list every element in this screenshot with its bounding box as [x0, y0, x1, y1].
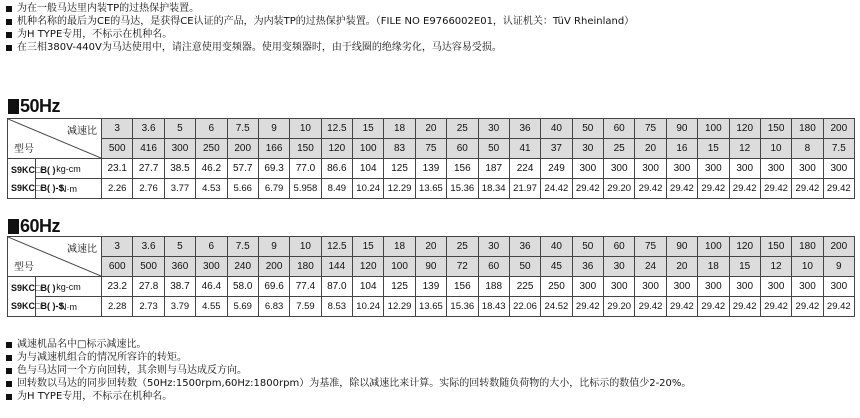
torque-nm-cell: 10.24	[353, 179, 384, 199]
ratio-cell: 100	[698, 119, 729, 139]
ratio-cell: 7.5	[227, 237, 258, 257]
torque-nm-cell: 6.79	[258, 179, 289, 199]
rpm-cell: 41	[509, 139, 540, 159]
note-item: 为在一般马达里内装TP的过热保护装置。	[6, 2, 634, 15]
model-name-cell: S9KC□B( ) S9KC□B( )-S	[8, 277, 36, 317]
torque-kgcm-cell: 249	[541, 159, 572, 179]
rpm-cell: 12	[729, 139, 760, 159]
torque-nm-cell: 29.42	[760, 297, 791, 317]
ratio-cell: 5	[164, 237, 195, 257]
table-row-nm	[8, 179, 855, 199]
torque-kgcm-cell: 38.7	[164, 277, 195, 297]
ratio-cell: 18	[384, 119, 415, 139]
torque-nm-cell: 12.29	[384, 297, 415, 317]
ratio-cell: 150	[760, 237, 791, 257]
rpm-cell: 75	[415, 139, 446, 159]
ratio-cell: 30	[478, 119, 509, 139]
torque-nm-cell: 29.42	[792, 179, 823, 199]
rpm-cell: 100	[353, 139, 384, 159]
rpm-cell: 200	[258, 257, 289, 277]
rpm-cell: 15	[729, 257, 760, 277]
rpm-cell: 15	[698, 139, 729, 159]
rpm-cell: 72	[447, 257, 478, 277]
ratio-cell: 40	[541, 119, 572, 139]
ratio-cell: 12.5	[321, 237, 352, 257]
torque-nm-cell: 5.69	[227, 297, 258, 317]
ratio-cell: 20	[415, 237, 446, 257]
table-row-ratio	[8, 237, 855, 257]
table-row-kgcm	[8, 277, 855, 297]
torque-kgcm-cell: 86.6	[321, 159, 352, 179]
rpm-cell: 30	[572, 139, 603, 159]
ratio-cell: 50	[572, 237, 603, 257]
rpm-cell: 60	[447, 139, 478, 159]
torque-kgcm-cell: 187	[478, 159, 509, 179]
torque-kgcm-cell: 250	[541, 277, 572, 297]
bullet-square-icon	[6, 355, 12, 361]
torque-nm-cell: 18.43	[478, 297, 509, 317]
torque-nm-cell: 29.42	[792, 297, 823, 317]
torque-nm-cell: 8.53	[321, 297, 352, 317]
torque-nm-cell: 29.42	[572, 179, 603, 199]
table-corner-header: 减速比 型号	[8, 119, 102, 159]
rpm-cell: 18	[698, 257, 729, 277]
ratio-cell: 75	[635, 237, 666, 257]
torque-nm-cell: 29.42	[823, 179, 854, 199]
torque-nm-cell: 18.34	[478, 179, 509, 199]
bullet-square-icon	[6, 19, 12, 25]
top-notes	[6, 2, 634, 54]
torque-kgcm-cell: 104	[353, 159, 384, 179]
torque-kgcm-cell: 188	[478, 277, 509, 297]
note-item: 为H TYPE专用，不标示在机种名。	[6, 390, 691, 403]
torque-nm-cell: 13.65	[415, 297, 446, 317]
rpm-cell: 50	[478, 139, 509, 159]
torque-kgcm-cell: 27.8	[133, 277, 164, 297]
rpm-cell: 300	[196, 257, 227, 277]
table-row-rpm	[8, 139, 855, 159]
torque-nm-cell: 4.55	[196, 297, 227, 317]
torque-kgcm-cell: 125	[384, 159, 415, 179]
ratio-cell: 60	[604, 119, 635, 139]
torque-kgcm-cell: 300	[666, 159, 697, 179]
rpm-cell: 600	[102, 257, 133, 277]
torque-kgcm-cell: 300	[792, 277, 823, 297]
ratio-cell: 120	[729, 237, 760, 257]
rpm-cell: 500	[133, 257, 164, 277]
torque-kgcm-cell: 300	[572, 159, 603, 179]
torque-kgcm-cell: 104	[353, 277, 384, 297]
rpm-cell: 8	[792, 139, 823, 159]
rpm-cell: 16	[666, 139, 697, 159]
ratio-cell: 15	[353, 119, 384, 139]
torque-nm-cell: 8.49	[321, 179, 352, 199]
rpm-cell: 12	[760, 257, 791, 277]
section-title-50hz: 50Hz	[8, 96, 60, 117]
rpm-cell: 200	[227, 139, 258, 159]
torque-kgcm-cell: 57.7	[227, 159, 258, 179]
torque-nm-cell: 29.42	[760, 179, 791, 199]
ratio-cell: 75	[635, 119, 666, 139]
torque-nm-cell: 24.42	[541, 179, 572, 199]
ratio-cell: 25	[447, 237, 478, 257]
ratio-cell: 3	[102, 119, 133, 139]
ratio-cell: 9	[258, 119, 289, 139]
torque-kgcm-cell: 300	[604, 277, 635, 297]
ratio-cell: 12.5	[321, 119, 352, 139]
torque-kgcm-cell: 300	[823, 159, 854, 179]
torque-kgcm-cell: 300	[604, 159, 635, 179]
torque-kgcm-cell: 156	[447, 159, 478, 179]
torque-nm-cell: 2.26	[102, 179, 133, 199]
note-item: 在三相380V-440V为马达使用中，请注意使用变频器。使用变频器时，由于线圈的绝缘劣化，马达容易受损。	[6, 41, 634, 54]
rpm-cell: 20	[635, 139, 666, 159]
ratio-cell: 150	[760, 119, 791, 139]
ratio-cell: 90	[666, 237, 697, 257]
torque-kgcm-cell: 156	[447, 277, 478, 297]
ratio-cell: 180	[792, 119, 823, 139]
torque-kgcm-cell: 23.1	[102, 159, 133, 179]
ratio-cell: 10	[290, 237, 321, 257]
bottom-notes	[6, 338, 691, 403]
ratio-cell: 7.5	[227, 119, 258, 139]
rpm-cell: 250	[196, 139, 227, 159]
torque-nm-cell: 3.79	[164, 297, 195, 317]
torque-nm-cell: 29.42	[698, 179, 729, 199]
rpm-cell: 9	[823, 257, 854, 277]
rpm-cell: 300	[164, 139, 195, 159]
torque-nm-cell: 29.42	[698, 297, 729, 317]
torque-nm-cell: 3.77	[164, 179, 195, 199]
bullet-square-icon	[6, 45, 12, 51]
rpm-cell: 30	[604, 257, 635, 277]
torque-kgcm-cell: 300	[823, 277, 854, 297]
rpm-cell: 24	[635, 257, 666, 277]
torque-nm-cell: 5.66	[227, 179, 258, 199]
ratio-cell: 20	[415, 119, 446, 139]
torque-kgcm-cell: 300	[760, 277, 791, 297]
torque-kgcm-cell: 300	[729, 277, 760, 297]
spec-table-50hz	[7, 118, 855, 199]
torque-kgcm-cell: 300	[698, 277, 729, 297]
torque-nm-cell: 29.42	[666, 179, 697, 199]
unit-nm: N·m	[36, 297, 102, 317]
torque-kgcm-cell: 23.2	[102, 277, 133, 297]
rpm-cell: 37	[541, 139, 572, 159]
torque-nm-cell: 21.97	[509, 179, 540, 199]
torque-nm-cell: 10.24	[353, 297, 384, 317]
ratio-cell: 3.6	[133, 237, 164, 257]
torque-nm-cell: 2.76	[133, 179, 164, 199]
note-item: 色与马达同一个方向回转，其余则与马达成反方向。	[6, 364, 691, 377]
ratio-cell: 3.6	[133, 119, 164, 139]
torque-nm-cell: 29.42	[635, 297, 666, 317]
table-row-kgcm	[8, 159, 855, 179]
ratio-cell: 9	[258, 237, 289, 257]
note-item: 为与减速机组合的情况所容许的转矩。	[6, 351, 691, 364]
torque-kgcm-cell: 46.4	[196, 277, 227, 297]
rpm-cell: 360	[164, 257, 195, 277]
ratio-cell: 30	[478, 237, 509, 257]
torque-kgcm-cell: 225	[509, 277, 540, 297]
torque-kgcm-cell: 87.0	[321, 277, 352, 297]
table-row-ratio	[8, 119, 855, 139]
rpm-cell: 90	[415, 257, 446, 277]
torque-nm-cell: 6.83	[258, 297, 289, 317]
torque-kgcm-cell: 300	[760, 159, 791, 179]
bullet-square-icon	[6, 368, 12, 374]
torque-nm-cell: 29.20	[604, 179, 635, 199]
rpm-cell: 500	[102, 139, 133, 159]
spec-table-60hz	[7, 236, 855, 317]
title-block-icon	[8, 99, 19, 114]
torque-kgcm-cell: 58.0	[227, 277, 258, 297]
ratio-cell: 10	[290, 119, 321, 139]
ratio-cell: 15	[353, 237, 384, 257]
torque-nm-cell: 4.53	[196, 179, 227, 199]
torque-kgcm-cell: 27.7	[133, 159, 164, 179]
torque-nm-cell: 29.42	[729, 179, 760, 199]
torque-nm-cell: 2.28	[102, 297, 133, 317]
ratio-cell: 120	[729, 119, 760, 139]
torque-kgcm-cell: 46.2	[196, 159, 227, 179]
bullet-square-icon	[6, 342, 12, 348]
rpm-cell: 180	[290, 257, 321, 277]
rpm-cell: 150	[290, 139, 321, 159]
torque-nm-cell: 24.52	[541, 297, 572, 317]
rpm-cell: 20	[666, 257, 697, 277]
ratio-cell: 25	[447, 119, 478, 139]
rpm-cell: 7.5	[823, 139, 854, 159]
ratio-cell: 3	[102, 237, 133, 257]
table-row-nm	[8, 297, 855, 317]
torque-kgcm-cell: 77.0	[290, 159, 321, 179]
ratio-cell: 6	[196, 237, 227, 257]
torque-kgcm-cell: 69.6	[258, 277, 289, 297]
ratio-cell: 36	[509, 237, 540, 257]
note-item: 回转数以马达的同步回转数（50Hz:1500rpm,60Hz:1800rpm）为基准，除以减速比来计算。实际的回转数随负荷物的大小，比标示的数值少2-20%。	[6, 377, 691, 390]
bullet-square-icon	[6, 32, 12, 38]
ratio-cell: 100	[698, 237, 729, 257]
torque-kgcm-cell: 300	[572, 277, 603, 297]
note-item: 减速机品名中□标示减速比。	[6, 338, 691, 351]
ratio-cell: 90	[666, 119, 697, 139]
ratio-cell: 200	[823, 237, 854, 257]
rpm-cell: 83	[384, 139, 415, 159]
rpm-cell: 144	[321, 257, 352, 277]
bullet-square-icon	[6, 394, 12, 400]
rpm-cell: 25	[604, 139, 635, 159]
torque-kgcm-cell: 77.4	[290, 277, 321, 297]
torque-nm-cell: 15.36	[447, 297, 478, 317]
rpm-cell: 10	[792, 257, 823, 277]
rpm-cell: 36	[572, 257, 603, 277]
torque-kgcm-cell: 38.5	[164, 159, 195, 179]
note-item: 机种名称的最后为CE的马达，是获得CE认证的产品，为内装TP的过热保护装置。（FILE NO E9766002E01，认证机关：TüV Rheinland）	[6, 15, 634, 28]
rpm-cell: 120	[353, 257, 384, 277]
torque-nm-cell: 29.42	[572, 297, 603, 317]
ratio-cell: 18	[384, 237, 415, 257]
rpm-cell: 120	[321, 139, 352, 159]
torque-nm-cell: 29.42	[666, 297, 697, 317]
unit-kgcm: kg-cm	[36, 277, 102, 297]
torque-kgcm-cell: 125	[384, 277, 415, 297]
torque-nm-cell: 7.59	[290, 297, 321, 317]
torque-kgcm-cell: 300	[666, 277, 697, 297]
torque-nm-cell: 15.36	[447, 179, 478, 199]
rpm-cell: 100	[384, 257, 415, 277]
bullet-square-icon	[6, 6, 12, 12]
ratio-cell: 180	[792, 237, 823, 257]
section-title-60hz: 60Hz	[8, 216, 60, 237]
rpm-cell: 45	[541, 257, 572, 277]
ratio-cell: 5	[164, 119, 195, 139]
ratio-cell: 60	[604, 237, 635, 257]
torque-kgcm-cell: 300	[635, 159, 666, 179]
rpm-cell: 10	[760, 139, 791, 159]
torque-kgcm-cell: 139	[415, 277, 446, 297]
rpm-cell: 166	[258, 139, 289, 159]
bullet-square-icon	[6, 381, 12, 387]
torque-nm-cell: 2.73	[133, 297, 164, 317]
rpm-cell: 240	[227, 257, 258, 277]
torque-nm-cell: 22.06	[509, 297, 540, 317]
torque-nm-cell: 12.29	[384, 179, 415, 199]
ratio-cell: 50	[572, 119, 603, 139]
unit-nm: N·m	[36, 179, 102, 199]
rpm-cell: 50	[509, 257, 540, 277]
rpm-cell: 416	[133, 139, 164, 159]
torque-nm-cell: 29.42	[823, 297, 854, 317]
torque-nm-cell: 29.20	[604, 297, 635, 317]
note-item: 为H TYPE专用，不标示在机种名。	[6, 28, 634, 41]
model-name-cell: S9KC□B( ) S9KC□B( )-S	[8, 159, 36, 199]
torque-kgcm-cell: 300	[729, 159, 760, 179]
torque-kgcm-cell: 69.3	[258, 159, 289, 179]
torque-nm-cell: 5.958	[290, 179, 321, 199]
torque-nm-cell: 29.42	[729, 297, 760, 317]
ratio-cell: 200	[823, 119, 854, 139]
torque-kgcm-cell: 139	[415, 159, 446, 179]
torque-kgcm-cell: 300	[792, 159, 823, 179]
table-corner-header: 减速比 型号	[8, 237, 102, 277]
title-block-icon	[8, 219, 19, 234]
unit-kgcm: kg-cm	[36, 159, 102, 179]
ratio-cell: 40	[541, 237, 572, 257]
torque-nm-cell: 29.42	[635, 179, 666, 199]
rpm-cell: 60	[478, 257, 509, 277]
table-row-rpm	[8, 257, 855, 277]
ratio-cell: 6	[196, 119, 227, 139]
torque-kgcm-cell: 300	[635, 277, 666, 297]
torque-kgcm-cell: 224	[509, 159, 540, 179]
torque-kgcm-cell: 300	[698, 159, 729, 179]
torque-nm-cell: 13.65	[415, 179, 446, 199]
ratio-cell: 36	[509, 119, 540, 139]
